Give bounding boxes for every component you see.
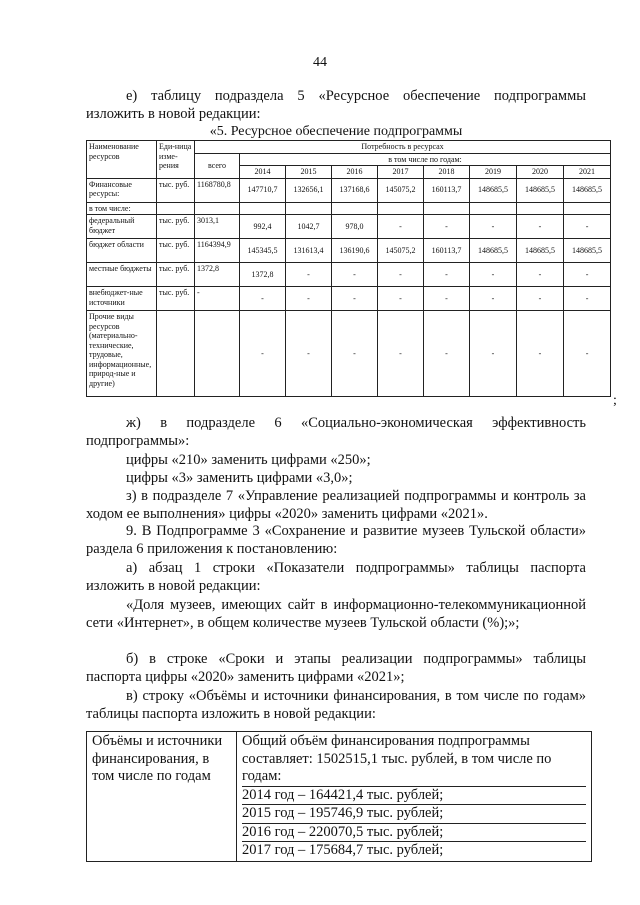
resource-unit: тыс. руб. bbox=[157, 178, 195, 202]
resource-year-value: - bbox=[378, 215, 424, 239]
resource-year-value: - bbox=[517, 311, 564, 397]
resource-total: 1372,8 bbox=[195, 263, 240, 287]
resource-total: 1168780,8 bbox=[195, 178, 240, 202]
paragraph-digits-2: цифры «3» заменить цифрами «3,0»; bbox=[126, 470, 353, 486]
resource-year-value: 160113,7 bbox=[424, 178, 470, 202]
year-header: 2017 bbox=[378, 166, 424, 179]
resource-year-value: - bbox=[378, 311, 424, 397]
resource-year-value: - bbox=[424, 311, 470, 397]
resource-year-value: - bbox=[378, 287, 424, 311]
resource-name: внебюджет-ные источники bbox=[87, 287, 157, 311]
year-header: 2015 bbox=[286, 166, 332, 179]
resource-table-body bbox=[87, 178, 611, 397]
resource-year-value: - bbox=[470, 311, 517, 397]
resource-total: 1164394,9 bbox=[195, 239, 240, 263]
resource-unit bbox=[157, 202, 195, 215]
paragraph-v: в) строку «Объёмы и источники финансирования, в том числе по годам» таблицы паспорта изложить в новой редакции: bbox=[86, 688, 586, 722]
intro-paragraph: е) таблицу подраздела 5 «Ресурсное обеспечение подпрограммы изложить в новой редакции: bbox=[86, 88, 586, 122]
resource-year-value: 1372,8 bbox=[240, 263, 286, 287]
resource-year-value: - bbox=[240, 287, 286, 311]
resource-year-value: - bbox=[332, 311, 378, 397]
financing-details bbox=[237, 732, 592, 862]
financing-line: 2016 год – 220070,5 тыс. рублей; bbox=[242, 824, 586, 843]
resource-year-value: - bbox=[424, 215, 470, 239]
resource-year-value: 148685,5 bbox=[564, 178, 611, 202]
table-row bbox=[87, 178, 611, 202]
table-title: «5. Ресурсное обеспечение подпрограммы bbox=[209, 124, 463, 139]
table-row bbox=[87, 215, 611, 239]
resource-year-value: - bbox=[424, 287, 470, 311]
resource-total: - bbox=[195, 287, 240, 311]
resource-year-value: - bbox=[517, 287, 564, 311]
resource-name: федеральный бюджет bbox=[87, 215, 157, 239]
financing-line: 2017 год – 175684,7 тыс. рублей; bbox=[242, 842, 444, 858]
paragraph-zh: ж) в подразделе 6 «Социально-экономическая эффективность подпрограммы»: bbox=[86, 415, 586, 449]
financing-table bbox=[86, 731, 592, 862]
resource-name: Прочие виды ресурсов (материально-технические, трудовые, информационные, природ-ные и другие) bbox=[87, 311, 157, 397]
resource-year-value: 132656,1 bbox=[286, 178, 332, 202]
resource-year-value: - bbox=[286, 287, 332, 311]
year-header: 2016 bbox=[332, 166, 378, 179]
resource-year-value: - bbox=[332, 287, 378, 311]
financing-line: Общий объём финансирования подпрограммы составляет: 1502515,1 тыс. рублей, в том числе по годам: bbox=[242, 733, 586, 787]
year-header: 2014 bbox=[240, 166, 286, 179]
resource-year-value: - bbox=[517, 263, 564, 287]
resource-year-value: 1042,7 bbox=[286, 215, 332, 239]
year-header: 2020 bbox=[517, 166, 564, 179]
table-row bbox=[87, 239, 611, 263]
resource-name: Финансовые ресурсы: bbox=[87, 178, 157, 202]
resource-unit bbox=[157, 311, 195, 397]
resource-year-value: - bbox=[286, 311, 332, 397]
semicolon: ; bbox=[613, 393, 617, 408]
resource-year-value: 148685,5 bbox=[564, 239, 611, 263]
resource-year-value: - bbox=[378, 263, 424, 287]
resource-year-value bbox=[564, 202, 611, 215]
resource-unit: тыс. руб. bbox=[157, 215, 195, 239]
resource-year-value: - bbox=[564, 287, 611, 311]
resource-year-value bbox=[517, 202, 564, 215]
financing-label: Объёмы и источники финансирования, в том числе по годам bbox=[87, 732, 237, 862]
year-header: 2021 bbox=[564, 166, 611, 179]
resource-total: 3013,1 bbox=[195, 215, 240, 239]
header-years: в том числе по годам: bbox=[240, 153, 611, 166]
resource-year-value: 992,4 bbox=[240, 215, 286, 239]
paragraph-digits-1: цифры «210» заменить цифрами «250»; bbox=[126, 452, 371, 468]
resource-year-value: 148685,5 bbox=[517, 178, 564, 202]
table-row bbox=[87, 287, 611, 311]
paragraph-a: а) абзац 1 строки «Показатели подпрограммы» таблицы паспорта изложить в новой редакции: bbox=[86, 560, 586, 594]
resource-year-value bbox=[470, 202, 517, 215]
resource-year-value bbox=[286, 202, 332, 215]
resource-year-value: 978,0 bbox=[332, 215, 378, 239]
resource-year-value: 145345,5 bbox=[240, 239, 286, 263]
resource-year-value: 136190,6 bbox=[332, 239, 378, 263]
financing-line: 2015 год – 195746,9 тыс. рублей; bbox=[242, 805, 586, 824]
resource-total bbox=[195, 202, 240, 215]
resource-year-value: 148685,5 bbox=[470, 178, 517, 202]
resource-year-value: - bbox=[564, 311, 611, 397]
resource-year-value: 145075,2 bbox=[378, 239, 424, 263]
resource-unit: тыс. руб. bbox=[157, 263, 195, 287]
table-row bbox=[87, 311, 611, 397]
resource-year-value: 160113,7 bbox=[424, 239, 470, 263]
resource-year-value: 131613,4 bbox=[286, 239, 332, 263]
resource-year-value: 147710,7 bbox=[240, 178, 286, 202]
resource-year-value: - bbox=[470, 287, 517, 311]
resource-unit: тыс. руб. bbox=[157, 239, 195, 263]
resource-name: местные бюджеты bbox=[87, 263, 157, 287]
resource-year-value: - bbox=[424, 263, 470, 287]
resource-year-value: - bbox=[564, 215, 611, 239]
resource-year-value bbox=[424, 202, 470, 215]
paragraph-z: з) в подразделе 7 «Управление реализацией подпрограммы и контроль за ходом ее выполнения» цифры «2020» заменить цифрами «2021». bbox=[86, 488, 586, 522]
resource-year-value bbox=[240, 202, 286, 215]
resource-year-value: - bbox=[564, 263, 611, 287]
resource-year-value: 148685,5 bbox=[517, 239, 564, 263]
header-total: всего bbox=[195, 153, 240, 178]
table-row bbox=[87, 202, 611, 215]
resource-name: в том числе: bbox=[87, 202, 157, 215]
resource-year-value bbox=[378, 202, 424, 215]
resource-year-value: - bbox=[470, 215, 517, 239]
resource-unit: тыс. руб. bbox=[157, 287, 195, 311]
resource-year-value: - bbox=[470, 263, 517, 287]
resource-year-value: 137168,6 bbox=[332, 178, 378, 202]
resource-year-value: - bbox=[517, 215, 564, 239]
year-header: 2018 bbox=[424, 166, 470, 179]
financing-line: 2014 год – 164421,4 тыс. рублей; bbox=[242, 787, 586, 806]
paragraph-quote: «Доля музеев, имеющих сайт в информационно-телекоммуникационной сети «Интернет», в общем количестве музеев Тульской области (%);»; bbox=[86, 597, 586, 631]
resource-year-value: - bbox=[332, 263, 378, 287]
header-need: Потребность в ресурсах bbox=[195, 141, 611, 154]
resource-table bbox=[86, 140, 611, 397]
resource-year-value: 145075,2 bbox=[378, 178, 424, 202]
paragraph-b: б) в строке «Сроки и этапы реализации подпрограммы» таблицы паспорта цифры «2020» заменить цифрами «2021»; bbox=[86, 651, 586, 685]
resource-total bbox=[195, 311, 240, 397]
header-unit: Еди-ница изме-рения bbox=[157, 141, 195, 179]
page-number: 44 bbox=[313, 55, 327, 70]
resource-year-value bbox=[332, 202, 378, 215]
resource-year-value: - bbox=[240, 311, 286, 397]
table-row bbox=[87, 263, 611, 287]
year-header: 2019 bbox=[470, 166, 517, 179]
resource-name: бюджет области bbox=[87, 239, 157, 263]
header-name: Наименование ресурсов bbox=[87, 141, 157, 179]
resource-year-value: - bbox=[286, 263, 332, 287]
paragraph-9: 9. В Подпрограмме 3 «Сохранение и развитие музеев Тульской области» раздела 6 приложения к постановлению: bbox=[86, 523, 586, 557]
resource-year-value: 148685,5 bbox=[470, 239, 517, 263]
